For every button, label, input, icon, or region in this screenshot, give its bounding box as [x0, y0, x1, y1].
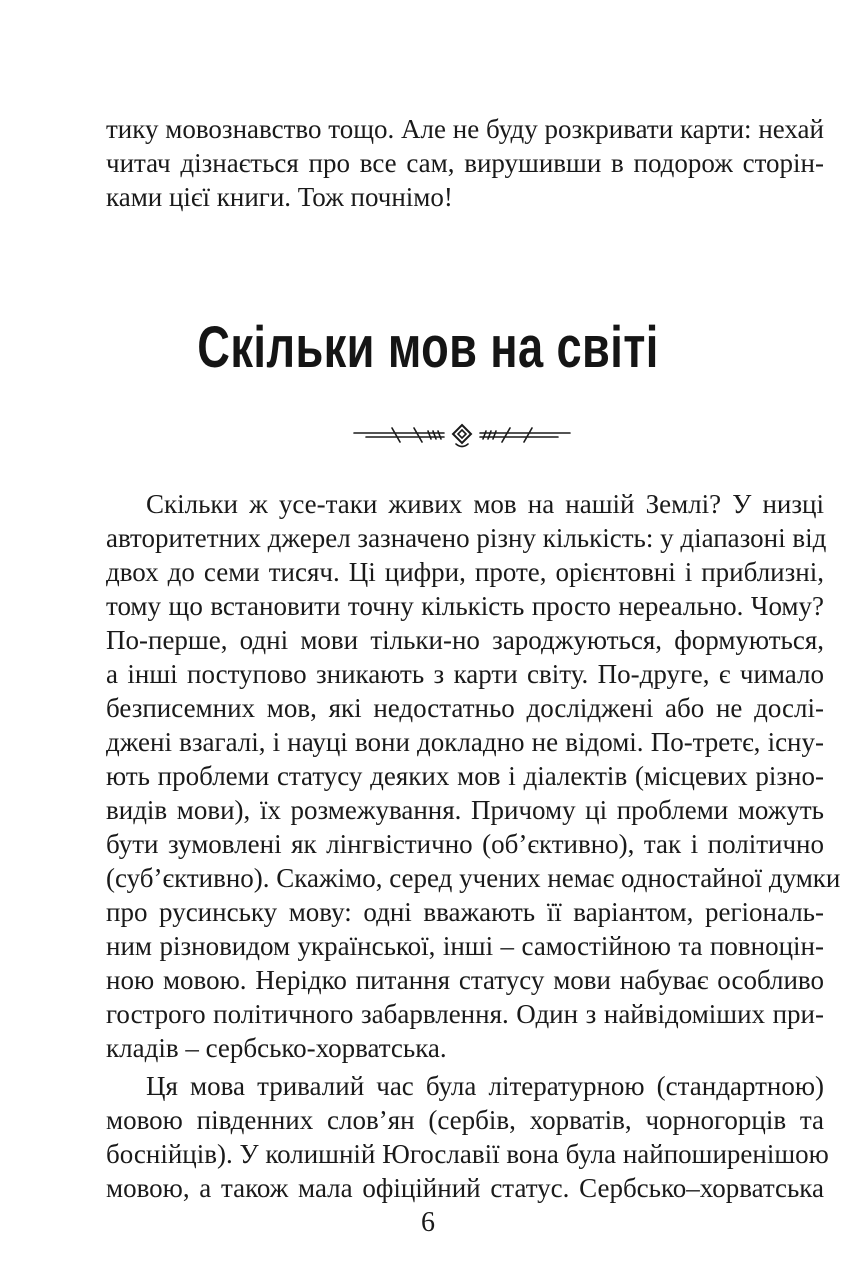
section-heading: Скільки мов на світі	[197, 315, 659, 380]
paragraph-line: ною мовою. Нерідко питання статусу мови набуває особливо	[106, 965, 824, 995]
paragraph-line: бути зумовлені як лінгвістично (об’єктивно), так і політично	[106, 829, 824, 859]
paragraph-line: а інші поступово зникають з карти світу. По-друге, є чимало	[106, 659, 824, 689]
ornament-divider-icon	[352, 420, 572, 450]
paragraph-line: гострого політичного забарвлення. Один з найвідоміших при-	[106, 999, 824, 1029]
paragraph-line: ють проблеми статусу деяких мов і діалектів (місцевих різно-	[106, 761, 824, 791]
paragraph-line: тому що встановити точну кількість просто нереально. Чому?	[106, 591, 824, 621]
paragraph-line: двох до семи тисяч. Ці цифри, проте, орієнтовні і приблизні,	[106, 557, 824, 587]
paragraph-line: мовою, а також мала офіційний статус. Сербсько–хорватська	[106, 1173, 824, 1203]
paragraph-line: ним різновидом української, інші – самостійною та повноцін-	[106, 931, 824, 961]
paragraph-line: (суб’єктивно). Скажімо, серед учених немає одностайної думки	[106, 863, 841, 893]
page-number: 6	[421, 1207, 435, 1238]
intro-line: ками цієї книги. Тож почнімо!	[106, 182, 453, 212]
intro-line: читач дізнається про все сам, вирушивши в подорож сторін-	[106, 148, 824, 178]
paragraph-line: боснійців). У колишній Югославії вона була найпоширенішою	[106, 1139, 829, 1169]
paragraph-line: Скільки ж усе-таки живих мов на нашій Землі? У низці	[146, 489, 824, 519]
paragraph-line: джені взагалі, і науці вони докладно не відомі. По-третє, існу-	[106, 727, 824, 757]
intro-line: тику мовознавство тощо. Але не буду розкривати карти: нехай	[106, 114, 824, 144]
paragraph-line: безписемних мов, які недостатньо досліджені або не дослі-	[106, 693, 824, 723]
paragraph-line: Ця мова тривалий час була літературною (стандартною)	[146, 1071, 824, 1101]
paragraph-line: про русинську мову: одні вважають її варіантом, регіональ-	[106, 897, 824, 927]
paragraph-line: авторитетних джерел зазначено різну кількість: у діапазоні від	[106, 523, 827, 553]
paragraph-line: видів мови), їх розмежування. Причому ці проблеми можуть	[106, 795, 824, 825]
paragraph-line: По-перше, одні мови тільки-но зароджуються, формуються,	[106, 625, 824, 655]
paragraph-line: кладів – сербсько-хорватська.	[106, 1033, 447, 1063]
paragraph-line: мовою південних слов’ян (сербів, хорватів, чорногорців та	[106, 1105, 824, 1135]
